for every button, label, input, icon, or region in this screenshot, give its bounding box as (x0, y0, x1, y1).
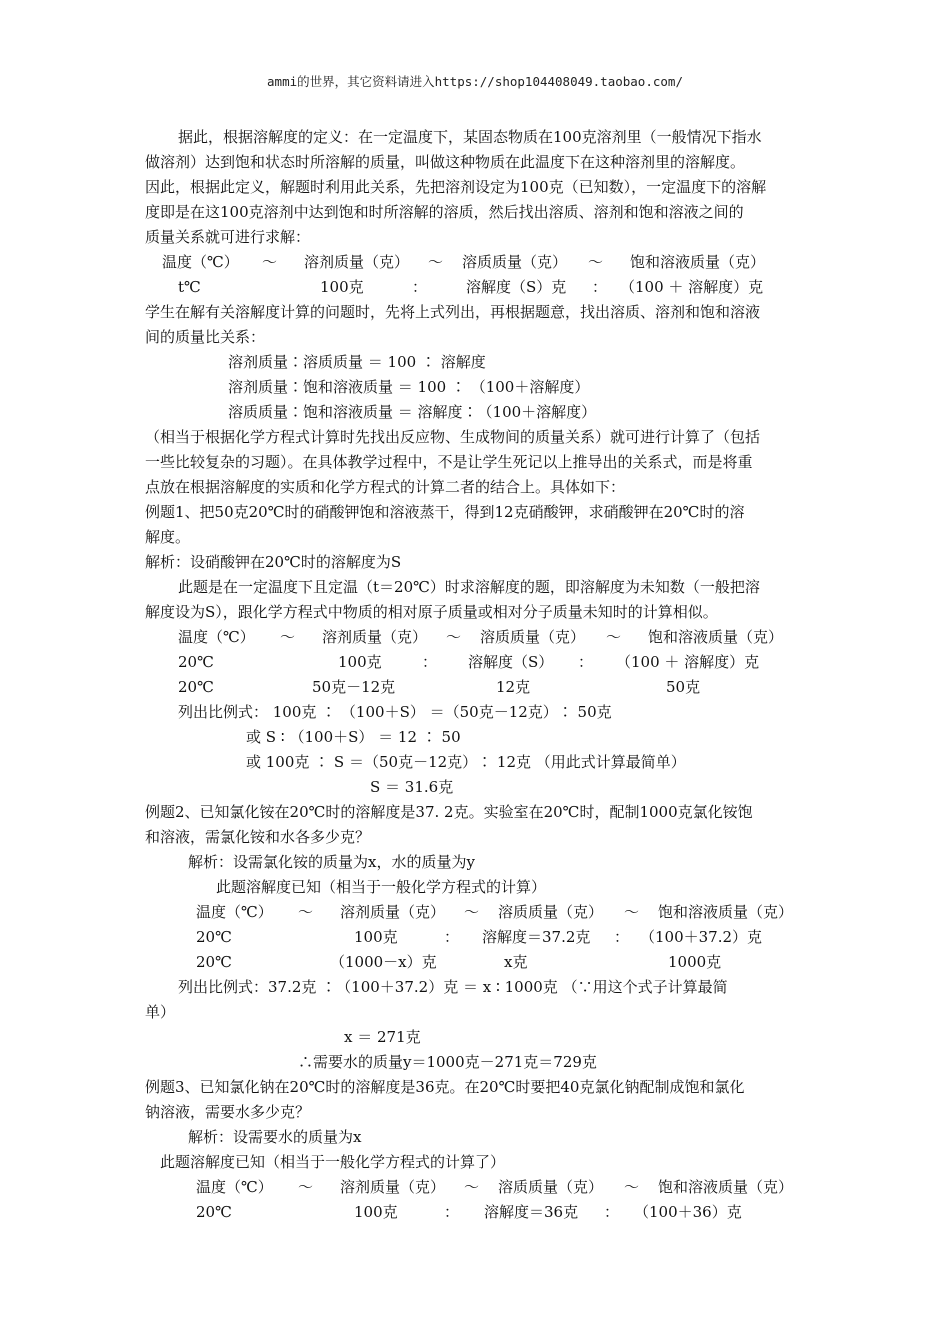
table-header-cell: 溶质质量（克） (498, 903, 604, 921)
table-cell: 20℃ (196, 928, 232, 946)
table-cell: ： (444, 1203, 460, 1221)
example3-analysis: 解析：设需要水的质量为x (188, 1128, 362, 1146)
table-cell: 20℃ (196, 953, 232, 971)
intro-line: 做溶剂）达到饱和状态时所溶解的质量，叫做这种物质在此温度下在这种溶剂里的溶解度。 (145, 153, 746, 171)
table-header-cell: 温度（℃） (178, 628, 255, 646)
table-header-cell: 溶剂质量（克） (340, 903, 446, 921)
table-header-cell: 溶剂质量（克） (340, 1178, 446, 1196)
example1-analysis: 解析：设硝酸钾在20℃时的溶解度为S (145, 553, 402, 571)
example1-result: S ＝ 31.6克 (370, 778, 454, 796)
table-header-cell: ～ (588, 253, 604, 271)
example1-question: 例题1、把50克20℃时的硝酸钾饱和溶液蒸干，得到12克硝酸钾，求硝酸钾在20℃时的溶 (145, 503, 745, 521)
table-header-cell: ～ (624, 1178, 640, 1196)
table-cell: 20℃ (178, 653, 214, 671)
example2-calc: 单） (145, 1003, 176, 1021)
example3-note: 此题溶解度已知（相当于一般化学方程式的计算了） (160, 1153, 506, 1171)
table-cell: ： (614, 928, 630, 946)
table-cell: 50克－12克 (312, 678, 396, 696)
example2-calc: 列出比例式：37.2克 ∶（100＋37.2）克 ＝ x ∶ 1000克 （∵用这个式子计算最简 (178, 978, 728, 996)
example2-result: ∴需要水的质量y＝1000克－271克＝729克 (298, 1053, 597, 1071)
table-cell: 20℃ (196, 1203, 232, 1221)
summary-line: 点放在根据溶解度的实质和化学方程式的计算二者的结合上。具体如下： (145, 478, 626, 496)
table-cell: （100 ＋ 溶解度）克 (616, 653, 760, 671)
table-header-cell: 饱和溶液质量（克） (658, 903, 794, 921)
example2-question: 例题2、已知氯化铵在20℃时的溶解度是37. 2克。实验室在20℃时，配制1000克氯化铵饱 (145, 803, 753, 821)
table-header-cell: ～ (464, 1178, 480, 1196)
table-cell: 100克 (354, 1203, 398, 1221)
method-line: 学生在解有关溶解度计算的问题时，先将上式列出，再根据题意，找出溶质、溶剂和饱和溶液 (145, 303, 761, 321)
table-cell: 100克 (338, 653, 382, 671)
example1-note: 解度设为S），跟化学方程式中物质的相对原子质量或相对分子质量未知时的计算相似。 (145, 603, 718, 621)
summary-line: （相当于根据化学方程式计算时先找出反应物、生成物间的质量关系）就可进行计算了（包括 (145, 428, 761, 446)
intro-line: 质量关系就可进行求解： (145, 228, 311, 246)
table-cell: 溶解度＝37.2克 (482, 928, 591, 946)
table-cell: （100＋36）克 (634, 1203, 742, 1221)
table-cell: 20℃ (178, 678, 214, 696)
page-header: ammi的世界，其它资料请进入https://shop104408049.taobao.com/ (267, 74, 683, 89)
table-header-cell: ～ (262, 253, 278, 271)
table-cell: （1000－x）克 (330, 953, 437, 971)
table-cell: 溶解度＝36克 (484, 1203, 579, 1221)
table-header-cell: 溶剂质量（克） (322, 628, 428, 646)
table-cell: 50克 (666, 678, 701, 696)
table-header-cell: ～ (624, 903, 640, 921)
table-header-cell: 温度（℃） (162, 253, 239, 271)
table-cell: ： (592, 278, 608, 296)
table-cell: x克 (504, 953, 528, 971)
table-header-cell: 饱和溶液质量（克） (630, 253, 766, 271)
ratio-formula: 溶剂质量∶饱和溶液质量 ＝ 100 ∶ （100＋溶解度） (228, 378, 590, 396)
table-header-cell: 饱和溶液质量（克） (658, 1178, 794, 1196)
example1-calc: 或 S ∶ （100＋S） ＝ 12 ∶ 50 (246, 728, 461, 746)
table-header-cell: 溶质质量（克） (462, 253, 568, 271)
table-header-cell: 溶质质量（克） (498, 1178, 604, 1196)
table-header-cell: 温度（℃） (196, 903, 273, 921)
table-cell: ： (422, 653, 438, 671)
table-cell: （100 ＋ 溶解度）克 (620, 278, 764, 296)
table-cell: 100克 (320, 278, 364, 296)
table-header-cell: 溶质质量（克） (480, 628, 586, 646)
table-cell: 100克 (354, 928, 398, 946)
example2-result: x ＝ 271克 (344, 1028, 421, 1046)
example2-analysis: 解析：设需氯化铵的质量为x，水的质量为y (188, 853, 475, 871)
example2-note: 此题溶解度已知（相当于一般化学方程式的计算） (216, 878, 547, 896)
table-cell: 溶解度（S） (468, 653, 554, 671)
table-header-cell: ～ (428, 253, 444, 271)
table-cell: t℃ (178, 278, 201, 296)
summary-line: 一些比较复杂的习题）。在具体教学过程中，不是让学生死记以上推导出的关系式，而是将重 (145, 453, 753, 471)
example1-calc: 或 100克 ∶ S ＝（50克－12克）∶ 12克 （用此式计算最简单） (246, 753, 686, 771)
example3-question: 钠溶液，需要水多少克？ (145, 1103, 311, 1121)
table-header-cell: 饱和溶液质量（克） (648, 628, 784, 646)
ratio-formula: 溶质质量∶饱和溶液质量 ＝ 溶解度∶（100＋溶解度） (228, 403, 597, 421)
table-cell: （100＋37.2）克 (640, 928, 763, 946)
table-cell: ： (412, 278, 428, 296)
table-header-cell: ～ (606, 628, 622, 646)
table-cell: 1000克 (668, 953, 722, 971)
table-cell: ： (604, 1203, 620, 1221)
table-header-cell: ～ (298, 903, 314, 921)
table-header-cell: ～ (464, 903, 480, 921)
example2-question: 和溶液，需氯化铵和水各多少克？ (145, 828, 371, 846)
table-header-cell: ～ (446, 628, 462, 646)
ratio-formula: 溶剂质量∶溶质质量 ＝ 100 ∶ 溶解度 (228, 353, 486, 371)
table-header-cell: 温度（℃） (196, 1178, 273, 1196)
table-cell: 溶解度（S）克 (466, 278, 567, 296)
intro-line: 度即是在这100克溶剂中达到饱和时所溶解的溶质，然后找出溶质、溶剂和饱和溶液之间的 (145, 203, 744, 221)
table-header-cell: ～ (298, 1178, 314, 1196)
table-cell: ： (578, 653, 594, 671)
intro-line: 因此，根据此定义，解题时利用此关系，先把溶剂设定为100克（已知数），一定温度下的溶解 (145, 178, 767, 196)
example1-note: 此题是在一定温度下且定温（t＝20℃）时求溶解度的题，即溶解度为未知数（一般把溶 (178, 578, 760, 596)
table-cell: ： (444, 928, 460, 946)
table-header-cell: 溶剂质量（克） (304, 253, 410, 271)
intro-line: 据此，根据溶解度的定义：在一定温度下，某固态物质在100克溶剂里（一般情况下指水 (178, 128, 762, 146)
example3-question: 例题3、已知氯化钠在20℃时的溶解度是36克。在20℃时要把40克氯化钠配制成饱和氯化 (145, 1078, 745, 1096)
table-cell: 12克 (496, 678, 531, 696)
example1-calc: 列出比例式： 100克 ∶ （100＋S） ＝（50克－12克）∶ 50克 (178, 703, 612, 721)
example1-question: 解度。 (145, 528, 191, 546)
table-header-cell: ～ (280, 628, 296, 646)
method-line: 间的质量比关系： (145, 328, 266, 346)
